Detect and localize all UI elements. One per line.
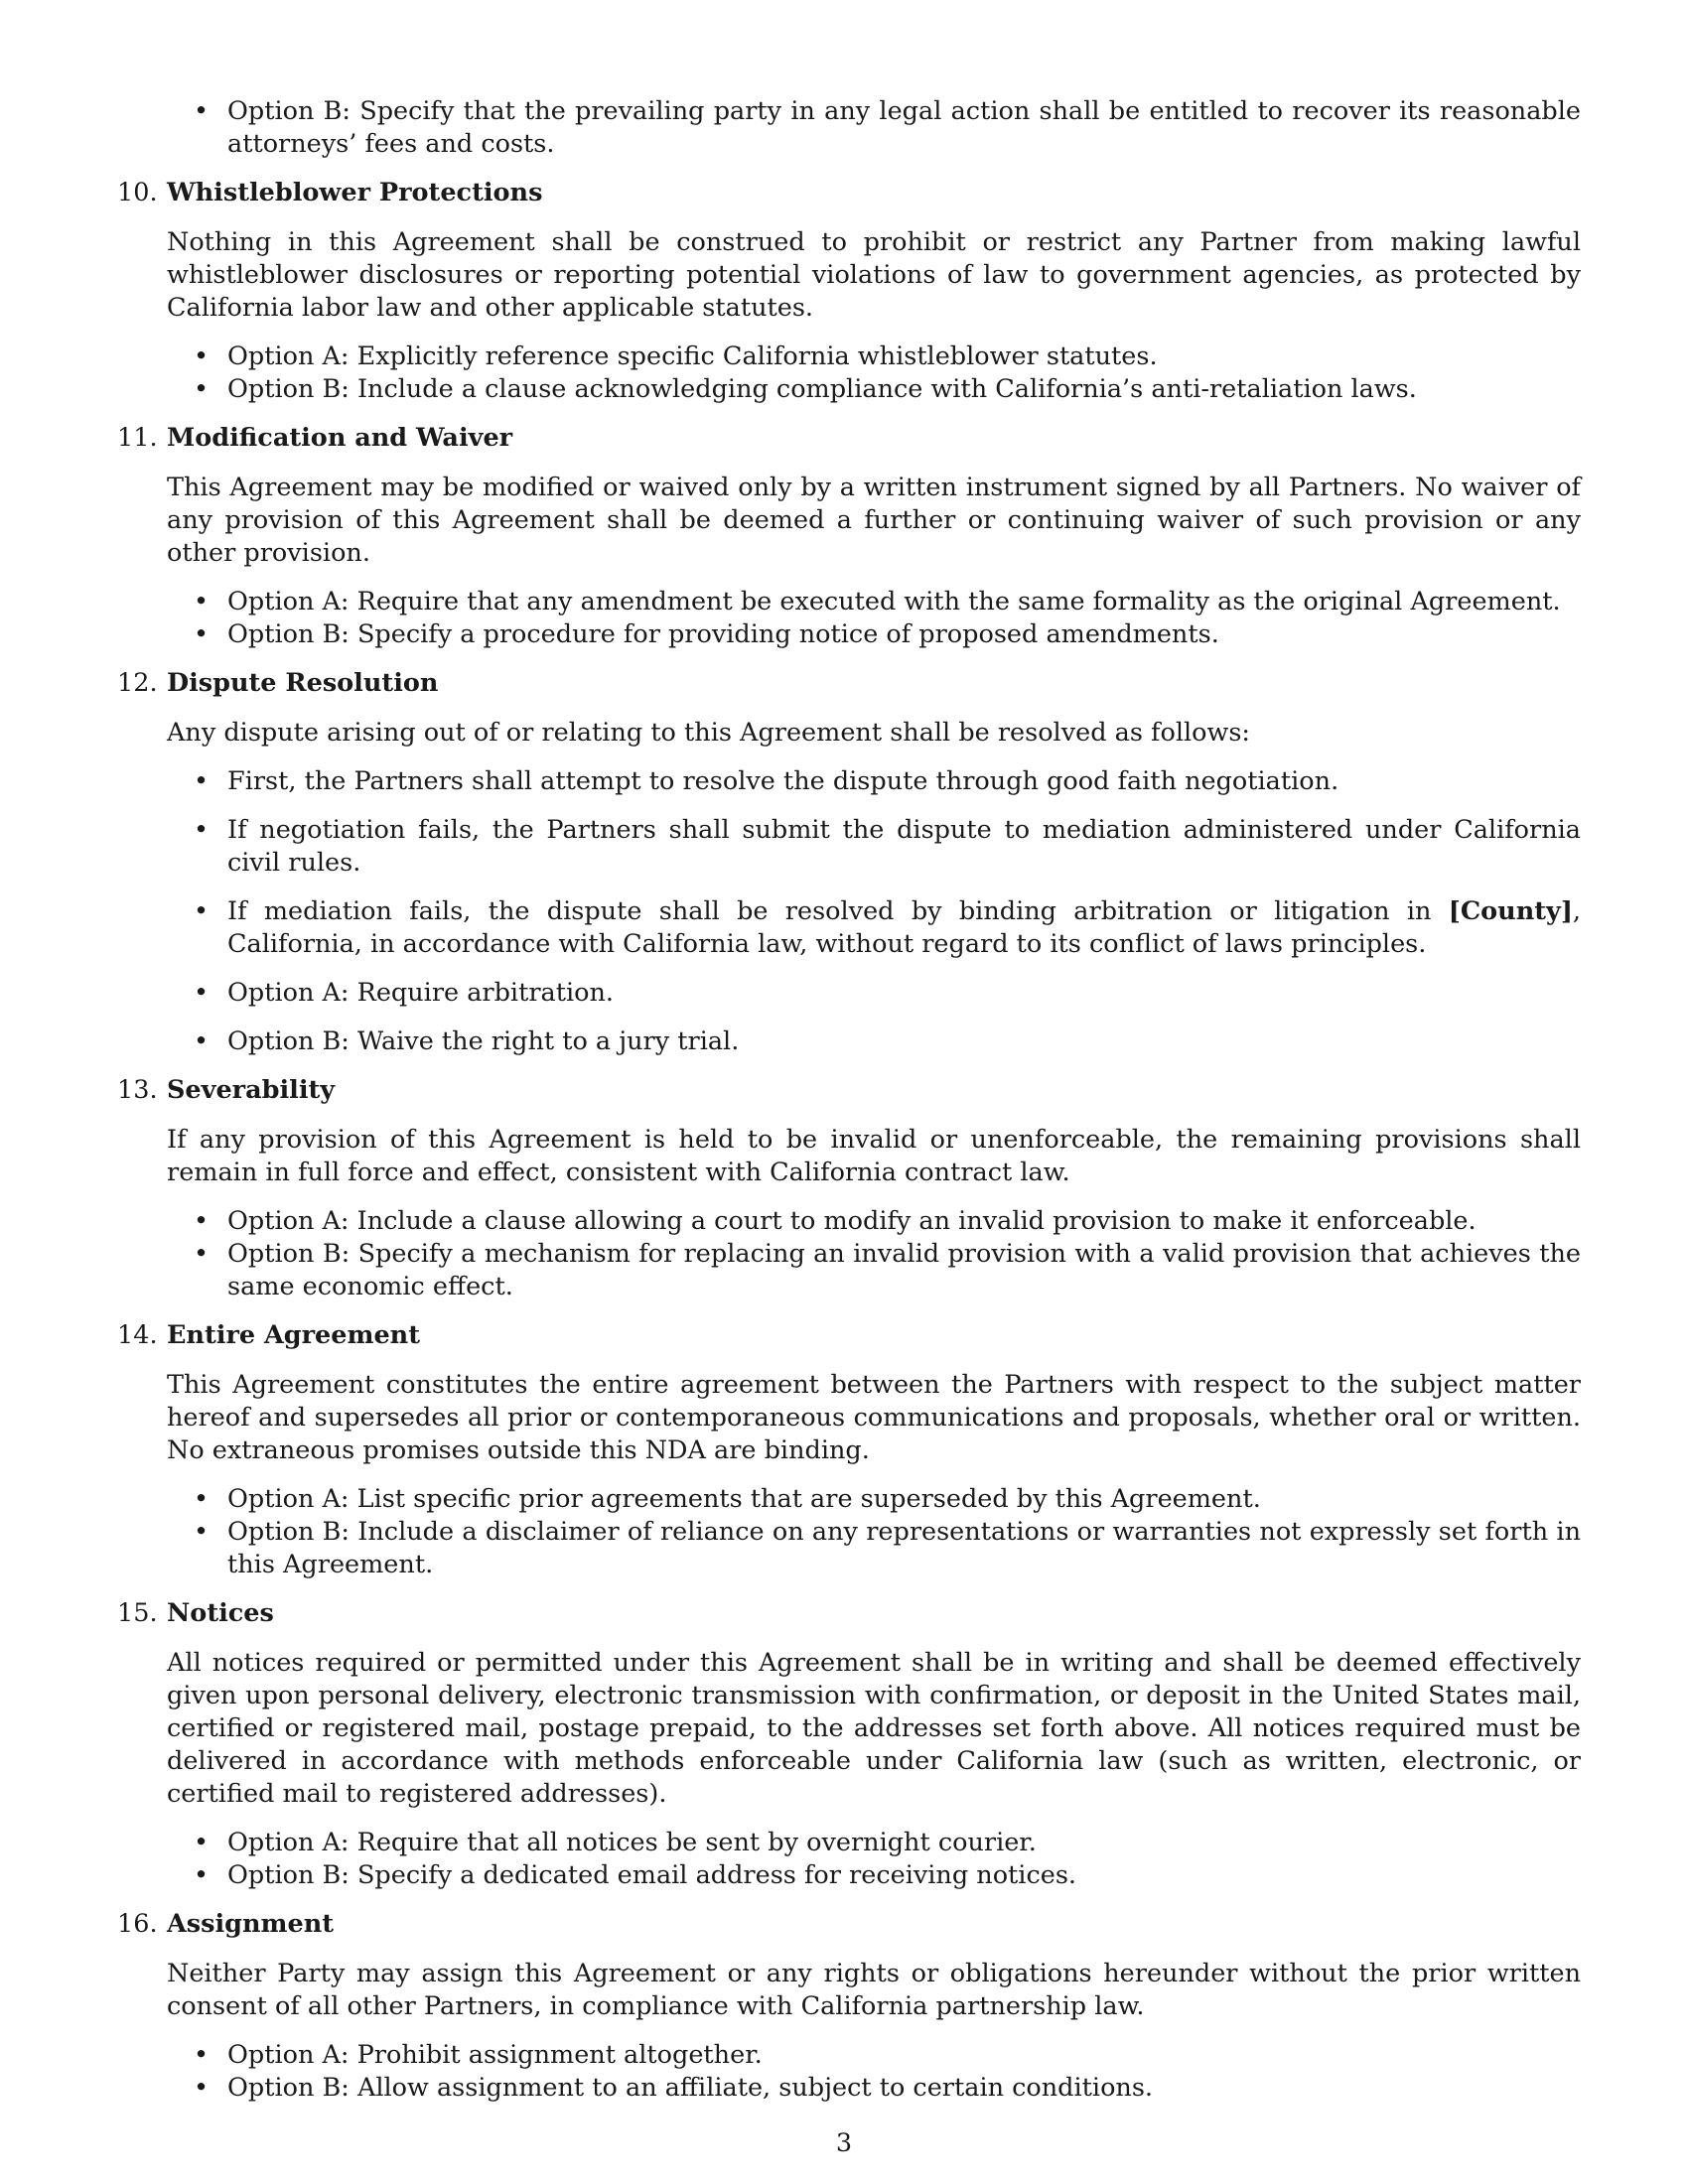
section-number: 14. xyxy=(117,1320,158,1350)
option-item: • Option B: Allow assignment to an affiliate, subject to certain conditions. xyxy=(167,2072,1581,2105)
option-item: • Option B: Include a disclaimer of reliance on any representations or warranties not expressly set forth in this Agreement. xyxy=(167,1516,1581,1581)
county-placeholder: [County] xyxy=(1448,896,1573,926)
options-list xyxy=(167,1205,1581,1303)
step-item xyxy=(167,895,1581,961)
section-title: Dispute Resolution xyxy=(167,668,439,698)
section-notices xyxy=(117,1597,1581,1892)
steps-list xyxy=(167,765,1581,1058)
step-text: , California, in accordance with California law, without regard to its conflict of laws principles. xyxy=(227,896,1581,959)
option-item: • Option A: Require that any amendment be executed with the same formality as the original Agreement. xyxy=(167,586,1581,618)
options-list xyxy=(167,1483,1581,1581)
section-heading xyxy=(117,1908,1581,1941)
page-number: 3 xyxy=(835,2128,853,2158)
continued-options xyxy=(167,95,1581,161)
section-title: Whistleblower Protections xyxy=(167,178,543,207)
option-item: • Option B: Specify a mechanism for replacing an invalid provision with a valid provision that achieves the same economic effect. xyxy=(167,1238,1581,1303)
options-list xyxy=(167,586,1581,651)
section-body: If any provision of this Agreement is held to be invalid or unenforceable, the remaining provisions shall remain in full force and effect, consistent with California contract law. xyxy=(167,1125,1581,1187)
section-body: Nothing in this Agreement shall be construed to prohibit or restrict any Partner from making lawful whistleblower disclosures or reporting potential violations of law to government agencies, as protected by California labor law and other applicable statutes. xyxy=(167,227,1581,323)
options-list xyxy=(167,2039,1581,2105)
section-entire-agreement xyxy=(117,1319,1581,1581)
options-list xyxy=(167,341,1581,406)
step-item: • If negotiation fails, the Partners shall submit the dispute to mediation administered under California civil rules. xyxy=(167,814,1581,880)
section-title: Entire Agreement xyxy=(167,1320,420,1350)
section-dispute-resolution xyxy=(117,667,1581,1058)
section-title: Modification and Waiver xyxy=(167,423,513,453)
section-number: 13. xyxy=(117,1075,158,1105)
section-body: All notices required or permitted under this Agreement shall be in writing and shall be deemed effectively given upon personal delivery, electronic transmission with confirmation, or deposit in the United States mail, certified or registered mail, postage prepaid, to the addresses set forth above. All notices required must be delivered in accordance with methods enforceable under California law (such as written, electronic, or certified mail to registered addresses). xyxy=(167,1648,1581,1809)
page-content xyxy=(117,95,1581,2105)
option-item: • Option A: Prohibit assignment altogether. xyxy=(167,2039,1581,2072)
option-item: • Option A: Include a clause allowing a court to modify an invalid provision to make it enforceable. xyxy=(167,1205,1581,1238)
section-heading xyxy=(117,1074,1581,1107)
section-heading xyxy=(117,1597,1581,1630)
options-list xyxy=(167,1827,1581,1892)
section-heading xyxy=(117,177,1581,209)
section-body: Neither Party may assign this Agreement or any rights or obligations hereunder without the prior written consent of all other Partners, in compliance with California partnership law. xyxy=(167,1959,1581,2021)
step-item: • Option B: Waive the right to a jury trial. xyxy=(167,1025,1581,1058)
section-number: 16. xyxy=(117,1909,158,1939)
option-item: • Option B: Specify a procedure for providing notice of proposed amendments. xyxy=(167,618,1581,651)
option-item: • Option A: List specific prior agreements that are superseded by this Agreement. xyxy=(167,1483,1581,1516)
section-title: Severability xyxy=(167,1075,336,1105)
section-assignment xyxy=(117,1908,1581,2105)
section-body: This Agreement may be modified or waived only by a written instrument signed by all Partners. No waiver of any provision of this Agreement shall be deemed a further or continuing waiver of such provision or any other provision. xyxy=(167,473,1581,568)
section-number: 11. xyxy=(117,423,158,453)
option-item: • Option A: Require that all notices be sent by overnight courier. xyxy=(167,1827,1581,1859)
section-heading xyxy=(117,422,1581,455)
section-heading xyxy=(117,1319,1581,1352)
section-number: 12. xyxy=(117,668,158,698)
option-item: • Option B: Specify a dedicated email address for receiving notices. xyxy=(167,1859,1581,1892)
step-text: If mediation fails, the dispute shall be resolved by binding arbitration or litigation in xyxy=(227,896,1449,926)
section-number: 10. xyxy=(117,178,158,207)
option-item: • Option B: Include a clause acknowledging compliance with California’s anti-retaliation laws. xyxy=(167,373,1581,406)
section-number: 15. xyxy=(117,1598,158,1628)
section-title: Notices xyxy=(167,1598,274,1628)
option-item: • Option B: Specify that the prevailing party in any legal action shall be entitled to recover its reasonable attorneys’ fees and costs. xyxy=(167,95,1581,161)
section-title: Assignment xyxy=(167,1909,335,1939)
step-item: • First, the Partners shall attempt to resolve the dispute through good faith negotiation. xyxy=(167,765,1581,798)
option-item: • Option A: Explicitly reference specific California whistleblower statutes. xyxy=(167,341,1581,373)
section-body: This Agreement constitutes the entire agreement between the Partners with respect to the subject matter hereof and supersedes all prior or contemporaneous communications and proposals, whether oral or written. No extraneous promises outside this NDA are binding. xyxy=(167,1370,1581,1465)
section-severability xyxy=(117,1074,1581,1303)
section-whistleblower-protections xyxy=(117,177,1581,406)
step-item: • Option A: Require arbitration. xyxy=(167,977,1581,1010)
section-modification-and-waiver xyxy=(117,422,1581,651)
section-heading xyxy=(117,667,1581,700)
section-body: Any dispute arising out of or relating to this Agreement shall be resolved as follows: xyxy=(167,718,1250,748)
